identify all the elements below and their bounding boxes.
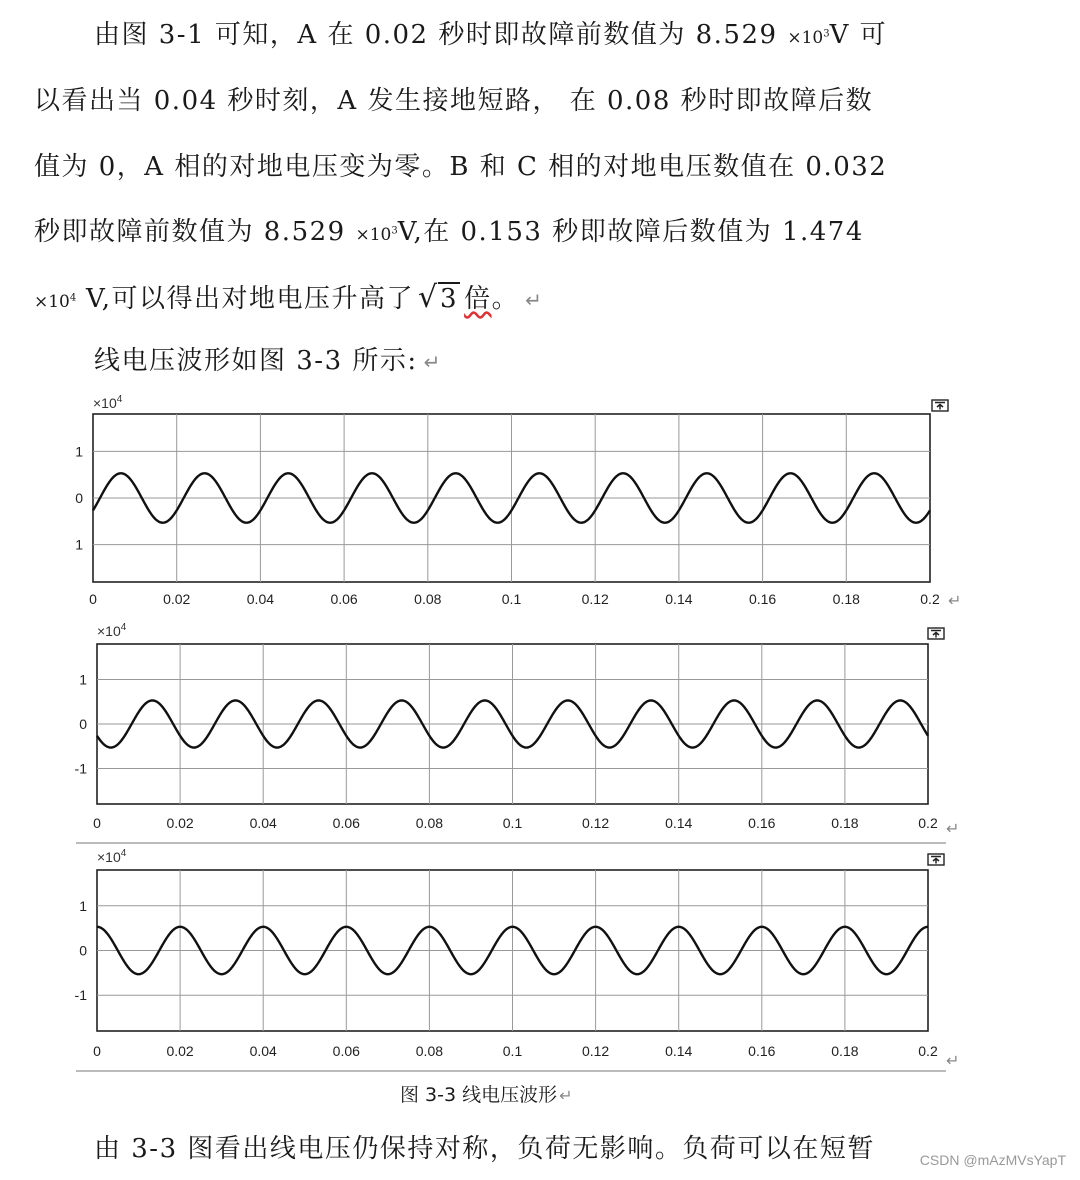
x-tick-label: 0.04: [249, 815, 277, 831]
x-tick-label: 0.02: [166, 1043, 194, 1059]
return-mark-icon: ↵: [559, 1086, 573, 1105]
x-tick-label: 0.06: [332, 815, 360, 831]
y-tick-label: 1: [75, 443, 83, 460]
x-tick-label: 0.1: [502, 1043, 523, 1059]
plot-panel-3: [0, 846, 1000, 1072]
x-tick-label: 0.14: [665, 591, 693, 607]
restore-icon[interactable]: [928, 628, 944, 639]
return-mark-icon: ↵: [948, 591, 962, 610]
x-tick-label: 0.08: [415, 815, 444, 831]
text-line-3: 值为 0，A 相的对地电压变为零。B 和 C 相的对地电压数值在 0.032: [34, 152, 888, 182]
y-tick-label: 1: [79, 897, 87, 914]
x-tick-label: 0.12: [581, 1043, 610, 1059]
x-tick-label: 0.16: [748, 1043, 776, 1059]
sqrt-symbol: √ 3: [418, 280, 459, 315]
text-line-2: 以看出当 0.04 秒时刻，A 发生接地短路， 在 0.08 秒时即故障后数: [34, 86, 874, 116]
watermark: CSDN @mAzMVsYapT: [919, 1152, 1066, 1168]
sci-notation: $\times 10^3$: [787, 28, 830, 48]
return-mark-icon: ↵: [946, 819, 960, 838]
y-tick-label: 1: [79, 671, 87, 688]
plot-3-svg: [0, 846, 1000, 1072]
x-tick-label: 0.08: [414, 591, 442, 607]
y-tick-label: -1: [74, 987, 87, 1004]
x-tick-label: 0.2: [920, 591, 940, 607]
x-tick-label: 0.12: [581, 591, 609, 607]
text-line-5: $\times 10^4$ V,可以得出对地电压升高了 √ 3 倍。 ↵: [34, 280, 544, 315]
return-mark-icon: ↵: [525, 288, 544, 312]
x-tick-label: 0.18: [831, 1043, 859, 1059]
spellcheck-word: 倍: [464, 284, 492, 314]
divider: [76, 842, 946, 844]
text-line-1: 由图 3-1 可知，A 在 0.02 秒时即故障前数值为 $8.529 \times 10^3V$ 可: [94, 20, 888, 50]
x-tick-label: 0: [89, 591, 97, 607]
sci-notation: $\times 10^3$: [355, 225, 398, 245]
text-line-4: 秒即故障前数值为 $8.529 \times 10^3V$,在 0.153 秒即故障后数值为 1.474: [34, 217, 864, 247]
x-tick-label: 0.2: [918, 1043, 938, 1059]
plot-2-svg: [0, 620, 1000, 842]
restore-icon[interactable]: [932, 400, 948, 411]
x-tick-label: 0.04: [249, 1043, 277, 1059]
text-line-7: 由 3-3 图看出线电压仍保持对称，负荷无影响。负荷可以在短暂: [94, 1134, 875, 1164]
x-tick-label: 0.02: [166, 815, 194, 831]
plot-1-svg: [0, 392, 1000, 618]
x-tick-label: 0.06: [330, 591, 358, 607]
x-tick-label: 0: [93, 815, 101, 831]
x-tick-label: 0.06: [332, 1043, 360, 1059]
y-tick-label: 1: [75, 536, 83, 553]
plot-panel-1: [0, 392, 1000, 618]
return-mark-icon: ↵: [423, 350, 442, 374]
y-tick-label: 0: [79, 942, 87, 959]
x-tick-label: 0.1: [502, 815, 523, 831]
x-tick-label: 0.18: [832, 591, 860, 607]
y-tick-label: 0: [79, 716, 87, 732]
x-tick-label: 0: [93, 1043, 101, 1059]
x-tick-label: 0.14: [665, 815, 693, 831]
return-mark-icon: ↵: [946, 1051, 960, 1070]
x-tick-label: 0.14: [665, 1043, 693, 1059]
plot-panel-2: [0, 620, 1000, 842]
axis-scale-label: $\times 10^4$: [97, 622, 127, 639]
x-tick-label: 0.12: [581, 815, 610, 831]
text-line-6: 线电压波形如图 3-3 所示: ↵: [94, 346, 442, 376]
x-tick-label: 0.02: [163, 591, 191, 607]
figure-caption: 图 3-3 线电压波形 ↵: [400, 1084, 573, 1106]
x-tick-label: 0.18: [831, 815, 859, 831]
x-tick-label: 0.04: [246, 591, 275, 607]
restore-icon[interactable]: [928, 854, 944, 865]
y-tick-label: -1: [74, 760, 87, 777]
x-tick-label: 0.08: [415, 1043, 444, 1059]
axis-scale-label: $\times 10^4$: [97, 848, 127, 865]
sci-notation: $\times 10^4$: [34, 292, 77, 312]
x-tick-label: 0.2: [918, 815, 938, 831]
axis-scale-label: $\times 10^4$: [93, 394, 123, 411]
y-tick-label: 0: [75, 490, 83, 506]
divider: [76, 1070, 946, 1072]
x-tick-label: 0.16: [748, 815, 776, 831]
x-tick-label: 0.1: [501, 591, 522, 607]
x-tick-label: 0.16: [748, 591, 777, 607]
